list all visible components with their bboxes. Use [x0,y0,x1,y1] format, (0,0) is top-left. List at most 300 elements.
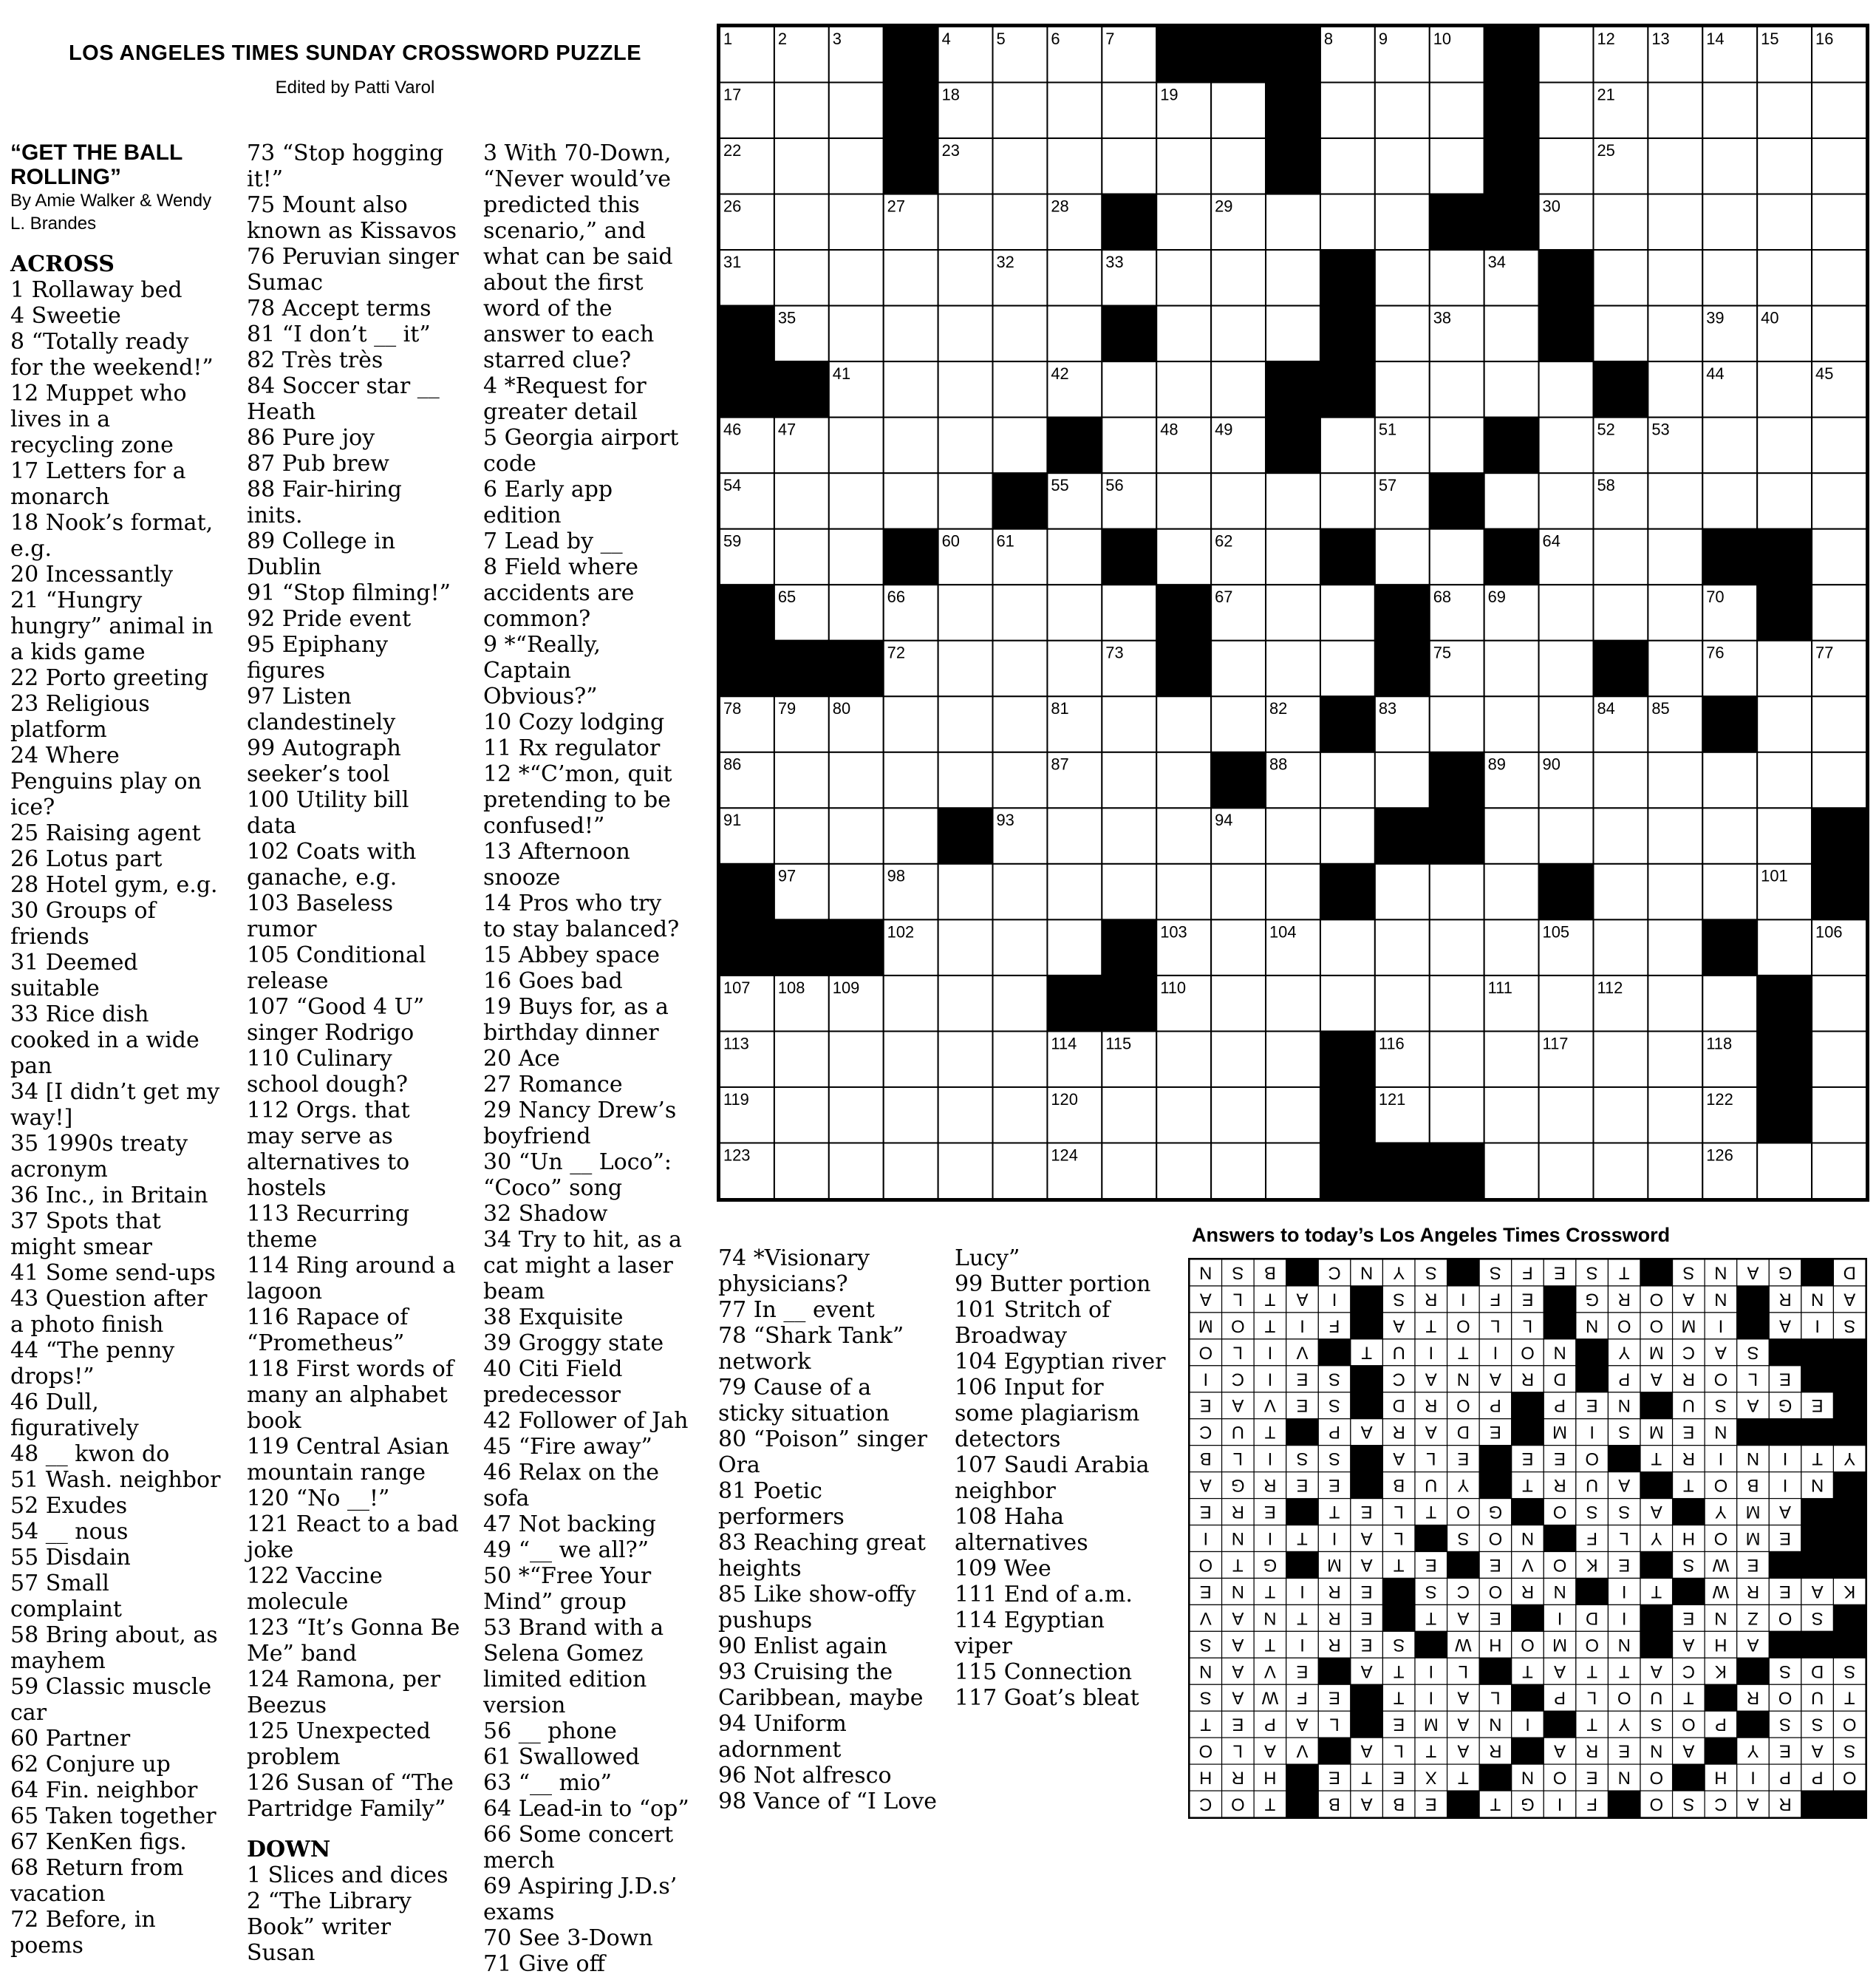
grid-cell[interactable] [1539,27,1594,83]
answer-letter: G [1778,1262,1793,1283]
grid-cell[interactable] [1648,1087,1702,1143]
grid-cell[interactable] [1156,194,1211,251]
grid-cell[interactable] [829,1031,884,1087]
grid-cell[interactable] [884,473,938,529]
cell-number: 63 [1323,531,1343,551]
grid-cell[interactable] [1156,752,1211,809]
answer-black-square [1801,1366,1834,1392]
grid-cell[interactable] [1484,919,1539,976]
answer-letter: E [1360,1581,1373,1602]
clue: 123 “It’s Gonna Be Me” band [247,1615,460,1667]
grid-cell[interactable] [1593,250,1648,306]
clue: 110 Culinary school dough? [247,1046,408,1098]
grid-cell[interactable] [938,1087,993,1143]
grid-cell[interactable] [1757,1143,1812,1199]
grid-cell[interactable] [1430,361,1484,418]
grid-cell[interactable] [774,138,829,194]
grid-cell[interactable] [1430,976,1484,1032]
grid-cell[interactable] [1812,138,1866,194]
grid-cell[interactable] [1375,919,1430,976]
grid-cell[interactable] [1593,1087,1648,1143]
grid-cell[interactable] [993,864,1048,920]
grid-cell[interactable] [1211,641,1266,697]
grid-cell[interactable] [1211,919,1266,976]
grid-cell[interactable] [1156,361,1211,418]
grid-cell[interactable] [1539,473,1594,529]
grid-cell[interactable] [1430,250,1484,306]
grid-cell[interactable] [1211,864,1266,920]
grid-cell[interactable] [993,1143,1048,1199]
grid-cell[interactable] [884,1087,938,1143]
grid-cell[interactable] [993,696,1048,752]
grid-cell[interactable] [1812,83,1866,139]
grid-cell[interactable] [993,418,1048,474]
black-square [720,585,774,641]
grid-cell[interactable] [884,306,938,362]
grid-cell[interactable] [1648,138,1702,194]
grid-cell[interactable] [1047,585,1102,641]
answer-letter: R [1746,1687,1760,1708]
grid-cell[interactable] [1757,696,1812,752]
grid-cell[interactable] [1375,976,1430,1032]
grid-cell[interactable] [1211,138,1266,194]
grid-cell[interactable] [993,306,1048,362]
grid-cell[interactable] [1102,1087,1156,1143]
answer-letter: F [1490,1289,1501,1310]
grid-cell[interactable] [1047,808,1102,864]
cell-number: 105 [1542,922,1570,942]
grid-cell[interactable] [1812,585,1866,641]
grid-cell[interactable] [1211,1031,1266,1087]
grid-cell[interactable] [1593,306,1648,362]
grid-cell[interactable] [1102,808,1156,864]
black-square [1812,864,1866,920]
grid-cell[interactable] [1702,194,1757,251]
grid-cell[interactable] [1266,306,1320,362]
grid-cell[interactable] [938,1031,993,1087]
grid-cell[interactable] [774,83,829,139]
grid-cell[interactable] [1320,641,1375,697]
grid-cell[interactable] [1648,473,1702,529]
grid-cell[interactable] [1812,194,1866,251]
grid-cell[interactable] [829,194,884,251]
grid-cell[interactable] [938,473,993,529]
grid-cell[interactable] [993,1031,1048,1087]
grid-cell[interactable] [1211,473,1266,529]
grid-cell[interactable] [1539,1087,1594,1143]
grid-cell[interactable] [1047,919,1102,976]
answer-letter: M [1423,1714,1439,1735]
grid-cell[interactable] [884,418,938,474]
grid-cell[interactable] [774,1031,829,1087]
grid-cell[interactable] [1648,752,1702,809]
grid-cell[interactable] [1593,808,1648,864]
grid-cell[interactable] [1593,194,1648,251]
cell-number: 117 [1542,1034,1569,1053]
grid-cell[interactable] [829,306,884,362]
grid-cell[interactable] [829,83,884,139]
grid-cell[interactable] [1484,1143,1539,1199]
answer-letter: X [1425,1767,1437,1788]
puzzle-title: “GET THE BALL ROLLING” [10,140,183,189]
grid-cell[interactable] [774,752,829,809]
grid-cell[interactable] [1757,194,1812,251]
grid-cell[interactable] [1375,752,1430,809]
grid-cell[interactable] [1757,418,1812,474]
grid-cell[interactable] [1211,306,1266,362]
grid-cell[interactable] [1156,306,1211,362]
grid-cell[interactable] [829,418,884,474]
grid-cell[interactable] [1156,250,1211,306]
grid-cell[interactable] [938,194,993,251]
grid-cell[interactable] [938,250,993,306]
grid-cell[interactable] [1593,919,1648,976]
grid-cell[interactable] [1812,1087,1866,1143]
grid-cell[interactable] [1648,641,1702,697]
grid-cell[interactable] [1211,696,1266,752]
grid-cell[interactable] [1430,83,1484,139]
grid-cell[interactable] [774,1143,829,1199]
grid-cell[interactable] [1320,752,1375,809]
grid-cell[interactable] [1156,1087,1211,1143]
grid-cell[interactable] [1266,976,1320,1032]
answer-letter: E [1779,1581,1792,1602]
grid-cell[interactable] [1375,83,1430,139]
grid-cell[interactable] [1320,83,1375,139]
grid-cell[interactable] [884,808,938,864]
answer-letter: A [1360,1794,1373,1814]
grid-cell[interactable] [829,1087,884,1143]
grid-cell[interactable] [1047,250,1102,306]
grid-cell[interactable] [993,752,1048,809]
grid-cell[interactable] [1320,585,1375,641]
grid-cell[interactable] [993,585,1048,641]
grid-cell[interactable] [1484,696,1539,752]
grid-cell[interactable] [1484,306,1539,362]
grid-cell[interactable] [1648,864,1702,920]
grid-cell[interactable] [1812,1143,1866,1199]
cell-number: 96 [1433,811,1452,830]
grid-cell[interactable] [1757,473,1812,529]
answer-letter: A [1554,1661,1566,1681]
grid-cell[interactable] [1539,83,1594,139]
grid-cell[interactable] [1648,808,1702,864]
grid-cell[interactable] [1156,473,1211,529]
clue: 19 Buys for, as a birthday dinner [483,994,669,1046]
grid-cell[interactable] [1593,529,1648,585]
grid-cell[interactable] [1648,1031,1702,1087]
grid-cell[interactable] [1757,752,1812,809]
grid-cell[interactable] [1812,306,1866,362]
grid-cell[interactable] [1539,418,1594,474]
grid-cell[interactable] [1812,976,1866,1032]
grid-cell[interactable] [829,473,884,529]
grid-cell[interactable] [1047,529,1102,585]
grid-cell[interactable] [1812,752,1866,809]
grid-cell[interactable] [993,1087,1048,1143]
cell-number: 13 [1651,29,1670,48]
grid-cell[interactable] [1757,919,1812,976]
grid-cell[interactable] [1648,919,1702,976]
grid-cell[interactable] [1648,585,1702,641]
grid-cell[interactable] [1266,1087,1320,1143]
grid-cell[interactable] [1156,1031,1211,1087]
grid-cell[interactable] [1593,752,1648,809]
grid-cell[interactable] [1266,808,1320,864]
grid-cell[interactable] [1593,585,1648,641]
grid-cell[interactable] [1211,1143,1266,1199]
grid-cell[interactable] [1539,696,1594,752]
grid-cell[interactable] [1702,976,1757,1032]
grid-cell[interactable] [1812,1031,1866,1087]
grid-cell[interactable] [1648,361,1702,418]
grid-cell[interactable] [938,1143,993,1199]
grid-cell[interactable] [1812,529,1866,585]
grid-cell[interactable] [1266,641,1320,697]
grid-cell[interactable] [993,976,1048,1032]
grid-cell[interactable] [774,250,829,306]
grid-cell[interactable] [1484,1087,1539,1143]
answer-letter: A [1779,1502,1792,1522]
grid-cell[interactable] [1156,529,1211,585]
grid-cell[interactable] [1211,1087,1266,1143]
grid-cell[interactable] [1757,641,1812,697]
grid-cell[interactable] [884,976,938,1032]
grid-cell[interactable] [993,138,1048,194]
grid-cell[interactable] [993,83,1048,139]
grid-cell[interactable] [1211,83,1266,139]
grid-cell[interactable] [938,306,993,362]
clue: 95 Epiphany figures [247,632,389,684]
grid-cell[interactable] [1702,473,1757,529]
grid-cell[interactable] [829,585,884,641]
grid-cell[interactable] [1156,864,1211,920]
grid-cell[interactable] [1484,641,1539,697]
grid-cell[interactable] [1375,529,1430,585]
grid-cell[interactable] [993,919,1048,976]
clue: 20 Ace [483,1046,560,1072]
grid-cell[interactable] [1812,250,1866,306]
grid-cell[interactable] [1539,361,1594,418]
grid-cell[interactable] [1648,250,1702,306]
clue: 31 Deemed suitable [10,950,138,1001]
grid-cell[interactable] [1320,976,1375,1032]
grid-cell[interactable] [884,696,938,752]
grid-cell[interactable] [884,361,938,418]
grid-cell[interactable] [1702,250,1757,306]
grid-cell[interactable] [938,919,993,976]
grid-cell[interactable] [1047,83,1102,139]
grid-cell[interactable] [1430,919,1484,976]
grid-cell[interactable] [1375,250,1430,306]
grid-cell[interactable] [1484,473,1539,529]
grid-cell[interactable] [1430,1087,1484,1143]
grid-cell[interactable] [1702,418,1757,474]
grid-cell[interactable] [993,194,1048,251]
answer-letter: O [1649,1767,1664,1788]
grid-cell[interactable] [1484,1031,1539,1087]
grid-cell[interactable] [1266,585,1320,641]
grid-cell[interactable] [1156,808,1211,864]
grid-cell[interactable] [1211,250,1266,306]
grid-cell[interactable] [1702,83,1757,139]
answer-letter: C [1714,1794,1727,1814]
black-square [1320,1143,1375,1199]
grid-cell[interactable] [1702,808,1757,864]
grid-cell[interactable] [1102,752,1156,809]
grid-cell[interactable] [829,864,884,920]
grid-cell[interactable] [1757,361,1812,418]
grid-cell[interactable] [829,250,884,306]
grid-cell[interactable] [1211,361,1266,418]
grid-cell[interactable] [1812,696,1866,752]
grid-cell[interactable] [1648,529,1702,585]
grid-cell[interactable] [1757,138,1812,194]
grid-cell[interactable] [884,752,938,809]
grid-cell[interactable] [938,752,993,809]
answer-black-square [1801,1791,1834,1817]
grid-cell[interactable] [1266,864,1320,920]
grid-cell[interactable] [1484,864,1539,920]
grid-cell[interactable] [774,1087,829,1143]
answer-black-square [1512,1392,1544,1419]
grid-cell[interactable] [1266,194,1320,251]
grid-cell[interactable] [884,1031,938,1087]
grid-cell[interactable] [1702,752,1757,809]
grid-cell[interactable] [1757,808,1812,864]
grid-cell[interactable] [1648,976,1702,1032]
grid-cell[interactable] [1757,83,1812,139]
grid-cell[interactable] [1102,864,1156,920]
grid-cell[interactable] [1648,306,1702,362]
grid-cell[interactable] [1266,1031,1320,1087]
grid-cell[interactable] [829,138,884,194]
grid-cell[interactable] [1812,418,1866,474]
grid-cell[interactable] [1211,976,1266,1032]
answer-black-square [1286,1791,1319,1817]
crossword-grid[interactable] [717,24,1869,1202]
grid-cell[interactable] [1593,864,1648,920]
grid-cell[interactable] [1539,585,1594,641]
grid-cell[interactable] [1702,864,1757,920]
grid-cell[interactable] [938,976,993,1032]
grid-cell[interactable] [1320,418,1375,474]
grid-cell[interactable] [1320,473,1375,529]
grid-cell[interactable] [1430,418,1484,474]
grid-cell[interactable] [1102,83,1156,139]
black-square [1375,585,1430,641]
grid-cell[interactable] [1047,641,1102,697]
grid-cell[interactable] [938,864,993,920]
answer-black-square [1544,1286,1576,1313]
grid-cell[interactable] [1648,194,1702,251]
grid-cell[interactable] [1484,361,1539,418]
grid-cell[interactable] [1047,864,1102,920]
black-square [1266,27,1320,83]
grid-cell[interactable] [774,194,829,251]
answer-letter: H [1199,1767,1212,1788]
grid-cell[interactable] [1102,696,1156,752]
grid-cell[interactable] [1648,1143,1702,1199]
grid-cell[interactable] [1430,696,1484,752]
grid-cell[interactable] [1648,83,1702,139]
grid-cell[interactable] [1539,138,1594,194]
grid-cell[interactable] [1375,864,1430,920]
grid-cell[interactable] [1266,1143,1320,1199]
grid-cell[interactable] [1047,306,1102,362]
grid-cell[interactable] [1757,250,1812,306]
grid-cell[interactable] [1102,361,1156,418]
grid-cell[interactable] [938,361,993,418]
grid-cell[interactable] [1812,473,1866,529]
grid-cell[interactable] [774,473,829,529]
grid-cell[interactable] [884,1143,938,1199]
grid-cell[interactable] [1539,976,1594,1032]
grid-cell[interactable] [938,585,993,641]
grid-cell[interactable] [884,250,938,306]
clue-column-2 [247,140,461,1966]
grid-cell[interactable] [1320,808,1375,864]
grid-cell[interactable] [1430,529,1484,585]
grid-cell[interactable] [1102,418,1156,474]
grid-cell[interactable] [1156,1143,1211,1199]
grid-cell[interactable] [1539,641,1594,697]
grid-cell[interactable] [1375,306,1430,362]
grid-cell[interactable] [1702,138,1757,194]
grid-cell[interactable] [1320,138,1375,194]
grid-cell[interactable] [1593,1031,1648,1087]
grid-cell[interactable] [1156,696,1211,752]
grid-cell[interactable] [1156,138,1211,194]
grid-cell[interactable] [829,808,884,864]
grid-cell[interactable] [1430,1031,1484,1087]
answer-letter: R [1392,1422,1405,1443]
grid-cell[interactable] [1266,473,1320,529]
grid-cell[interactable] [1375,194,1430,251]
grid-cell[interactable] [1102,1143,1156,1199]
grid-cell[interactable] [1375,138,1430,194]
grid-cell[interactable] [993,641,1048,697]
grid-cell[interactable] [1430,138,1484,194]
grid-cell[interactable] [829,529,884,585]
grid-cell[interactable] [938,641,993,697]
grid-cell[interactable] [1102,138,1156,194]
grid-cell[interactable] [1430,864,1484,920]
answer-letter: L [1232,1740,1244,1761]
answer-black-square [1512,1499,1544,1525]
grid-cell[interactable] [1593,1143,1648,1199]
grid-cell[interactable] [1266,529,1320,585]
grid-cell[interactable] [938,418,993,474]
grid-cell[interactable] [993,361,1048,418]
grid-cell[interactable] [1320,919,1375,976]
grid-cell[interactable] [1102,585,1156,641]
grid-cell[interactable] [938,696,993,752]
grid-cell[interactable] [1484,808,1539,864]
grid-cell[interactable] [1539,808,1594,864]
grid-cell[interactable] [774,808,829,864]
grid-cell[interactable] [829,1143,884,1199]
grid-cell[interactable] [774,529,829,585]
grid-cell[interactable] [1266,250,1320,306]
answer-letter: Z [1747,1607,1759,1628]
grid-cell[interactable] [1320,194,1375,251]
grid-cell[interactable] [1375,361,1430,418]
grid-cell[interactable] [1539,1143,1594,1199]
answer-letter: G [1488,1502,1503,1522]
grid-cell[interactable] [1047,138,1102,194]
grid-cell[interactable] [829,752,884,809]
